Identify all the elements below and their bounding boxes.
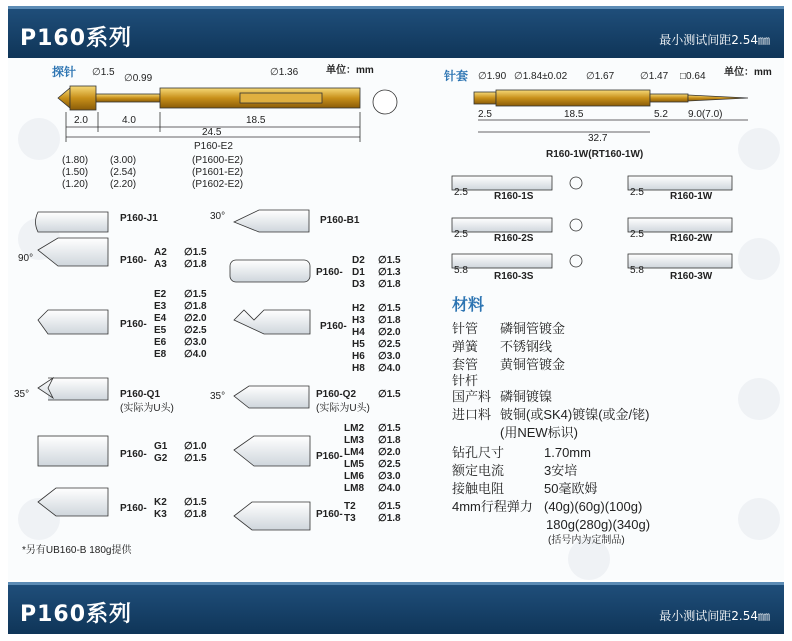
series-title: P160系列 (20, 602, 133, 627)
tip-j1 (36, 212, 109, 232)
socket-variants (452, 176, 732, 268)
tip-d (230, 260, 310, 282)
probe-model: P160-E2 (194, 141, 233, 152)
min-pitch-label: 最小测试间距2.54㎜ (659, 33, 770, 47)
dim-label: ∅0.99 (124, 73, 153, 84)
tip-lm (234, 436, 310, 466)
dim-label: 2.0 (74, 115, 88, 126)
header-banner (8, 6, 784, 58)
dim-label: 18.5 (246, 115, 266, 126)
dim-label: ∅1.36 (270, 67, 299, 78)
tip-e (38, 310, 108, 334)
tip-q1 (38, 378, 108, 400)
dim-label: 24.5 (202, 127, 222, 138)
tip-h (234, 310, 310, 334)
tip-b1 (234, 210, 309, 232)
probe-section-label: 探针 (52, 65, 77, 79)
tip-k (38, 488, 108, 516)
tip-q2 (234, 386, 309, 408)
dim-label: 4.0 (122, 115, 136, 126)
min-pitch-label: 最小测试间距2.54㎜ (659, 609, 770, 623)
dim-label: ∅1.5 (92, 67, 115, 78)
spec-sheet: 探针 ∅1.5 ∅0.99 ∅1.36 单位：mm 2.0 4.0 18.5 24.5 P160-E2 (1.80) (3.00) (P1600-E2) (1.50) (2.54) (P1601-E2) (1.20) (2.20) (P1602-E2) P160-J1 90° P160- A2 A3 ∅1.5 ∅1.8 P160- E2 E3 E4 E5 E6 E8 ∅1.5 ∅1.8 ∅2.0 ∅2.5 ∅3.0 ∅4.0 35° P160-Q1 (实际为U头) P160- G1 G2 ∅1.0 ∅1.5 P160- K2 K3 ∅1.5 ∅1.8 *另有UB160-B 180g提供 30° P160-B1 P160- D2 D1 D3 ∅1.5 ∅1.3 ∅1.8 P160- H2 H3 H4 H5 H6 H8 ∅1.5 ∅1.8 ∅2.0 ∅2.5 ∅3.0 ∅4.0 35° P160-Q2 (实际为U头) ∅1.5 P160- LM2 LM3 LM4 LM5 LM6 LM8 ∅1.5 ∅1.8 ∅2.0 ∅2.5 ∅3.0 ∅4.0 P160- T2 T3 ∅1.5 ∅1.8 针套 ∅1.90 ∅1.84±0.02 ∅1.67 ∅1.47 □0.64 单位：mm 2.5 18.5 5.2 9.0(7.0) 32.7 R160-1W(RT160-1W) 2.5 R160-1S 2.5 R160-1W 2.5 R160-2S 2.5 R160-2W 5.8 R160-3S 5.8 R160-3W 材料 针管 磷铜管镀金 弹簧 不锈钢线 套管 黄铜管镀金 针杆 国产料 磷铜镀镍 进口料 铍铜(或SK4)镀镍(或金/铑) (用NEW标识) 钻孔尺寸 1.70mm 额定电流 3安培 接触电阻 50毫欧姆 4mm行程弹力 (40g)(60g)(100g) 180g(280g)(340g) (括号内为定制品) (8, 58, 784, 580)
footer-banner (8, 582, 784, 634)
socket-section-label: 针套 (444, 69, 469, 83)
tip-model: P160-J1 (120, 213, 158, 224)
tip-g (38, 436, 108, 466)
unit-label: 单位：mm (326, 65, 374, 76)
tip-t (234, 502, 310, 530)
tip-a (38, 238, 108, 266)
series-title: P160系列 (20, 26, 133, 51)
footnote: *另有UB160-B 180g提供 (22, 545, 132, 556)
probe-drawing (58, 86, 397, 142)
materials-title: 材料 (452, 297, 485, 314)
